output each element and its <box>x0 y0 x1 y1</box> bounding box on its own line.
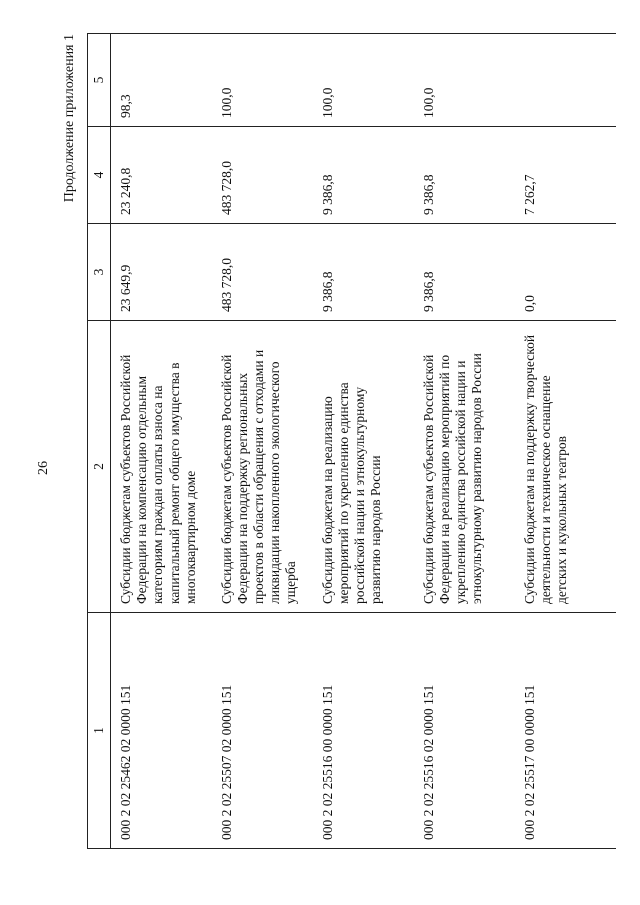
page-number: 26 <box>36 461 51 475</box>
budget-code-cell: 000 2 02 25516 00 0000 151 <box>313 613 414 849</box>
value-cell-col5: 98,3 <box>111 34 212 127</box>
value-cell-col5: 100,0 <box>212 34 313 127</box>
value-cell-col4: 9 386,8 <box>313 127 414 224</box>
budget-code-cell: 000 2 02 25507 02 0000 151 <box>212 613 313 849</box>
header-row <box>88 34 111 849</box>
value-cell-col5: 100,0 <box>313 34 414 127</box>
table-row <box>515 34 616 849</box>
description-cell: Субсидии бюджетам на поддержку творческой деятельности и техническое оснащение детских и кукольных театров <box>515 321 616 613</box>
column-header-5: 5 <box>88 34 111 127</box>
budget-code-cell: 000 2 02 25516 02 0000 151 <box>414 613 515 849</box>
value-cell-col4: 483 728,0 <box>212 127 313 224</box>
description-cell: Субсидии бюджетам субъектов Российской Федерации на компенсацию отдельным категориям граждан оплаты взноса на капитальный ремонт общего имущества в многоквартирном доме <box>111 321 212 613</box>
description-cell: Субсидии бюджетам субъектов Российской Федерации на поддержку региональных проектов в области обращения с отходами и ликвидации накопленного экологического ущерба <box>212 321 313 613</box>
value-cell-col3: 23 649,9 <box>111 224 212 321</box>
table-row <box>313 34 414 849</box>
value-cell-col3: 483 728,0 <box>212 224 313 321</box>
budget-code-cell: 000 2 02 25462 02 0000 151 <box>111 613 212 849</box>
value-cell-col3: 9 386,8 <box>313 224 414 321</box>
table-row <box>212 34 313 849</box>
value-cell-col3: 0,0 <box>515 224 616 321</box>
description-cell: Субсидии бюджетам на реализацию мероприятий по укреплению единства российской нации и этнокультурному развитию народов России <box>313 321 414 613</box>
table-body <box>111 34 616 849</box>
table-header <box>88 34 111 849</box>
column-header-4: 4 <box>88 127 111 224</box>
description-cell: Субсидии бюджетам субъектов Российской Федерации на реализацию мероприятий по укреплению единства российской нации и этнокультурному развитию народов России <box>414 321 515 613</box>
table-row <box>414 34 515 849</box>
column-header-2: 2 <box>88 321 111 613</box>
appendix-table <box>87 33 616 849</box>
column-header-3: 3 <box>88 224 111 321</box>
value-cell-col3: 9 386,8 <box>414 224 515 321</box>
budget-code-cell: 000 2 02 25517 00 0000 151 <box>515 613 616 849</box>
continuation-label: Продолжение приложения 1 <box>62 34 77 203</box>
column-header-1: 1 <box>88 613 111 849</box>
table-row <box>111 34 212 849</box>
value-cell-col5: 100,0 <box>414 34 515 127</box>
value-cell-col5 <box>515 34 616 127</box>
value-cell-col4: 9 386,8 <box>414 127 515 224</box>
value-cell-col4: 23 240,8 <box>111 127 212 224</box>
value-cell-col4: 7 262,7 <box>515 127 616 224</box>
